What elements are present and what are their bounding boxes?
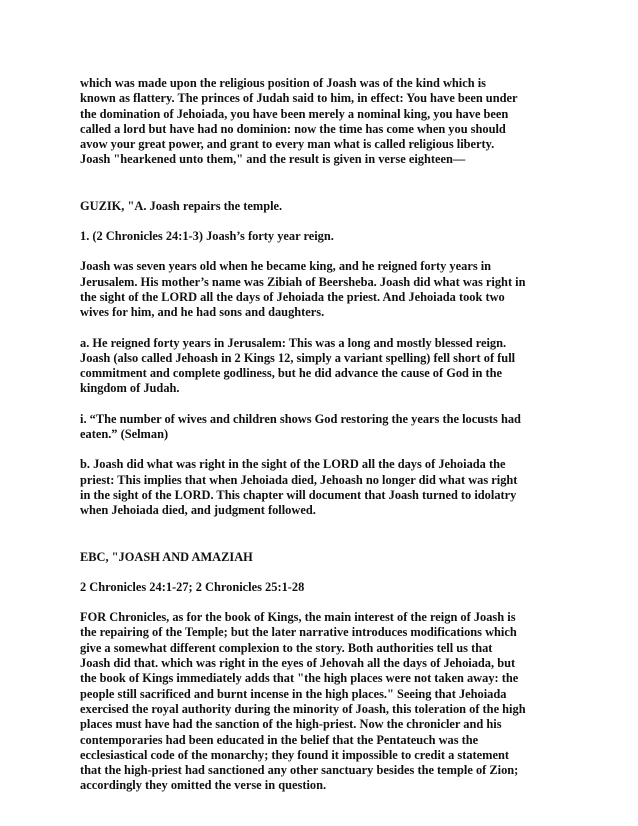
paragraph-scripture-quote [80, 259, 560, 320]
paragraph-point-a [80, 336, 560, 397]
text-line: commitment and complete godliness, but he did advance the cause of God in the [80, 366, 502, 381]
text-line: Joash "hearkened unto them," and the result is given in verse eighteen— [80, 152, 466, 167]
text-line: FOR Chronicles, as for the book of Kings, the main interest of the reign of Joash is [80, 610, 516, 625]
text-line: kingdom of Judah. [80, 381, 180, 396]
text-line: accordingly they omitted the verse in question. [80, 778, 327, 793]
paragraph-spacer [80, 595, 560, 610]
paragraph-spacer [80, 565, 560, 580]
text-line: contemporaries had been educated in the belief that the Pentateuch was the [80, 732, 479, 747]
text-line: Joash (also called Jehoash in 2 Kings 12, simply a variant spelling) fell short of full [80, 350, 516, 365]
paragraph-point-i [80, 412, 560, 443]
text-line: Joash did that. which was right in the eyes of Jehovah all the days of Jehoiada, but [80, 656, 516, 671]
text-line: EBC, "JOASH AND AMAZIAH [80, 549, 253, 564]
section-heading-ebc [80, 550, 560, 565]
text-line: i. “The number of wives and children shows God restoring the years the locusts had [80, 411, 521, 426]
paragraph-commentary [80, 610, 560, 794]
text-line: ecclesiastical code of the monarchy; they found it impossible to credit a statement [80, 747, 510, 762]
subheading-forty-year-reign [80, 229, 560, 244]
subheading-scripture-reference [80, 580, 560, 595]
text-line: people still sacrificed and burnt incense in the high places." Seeing that Jehoiada [80, 686, 507, 701]
text-line: in the sight of the LORD. This chapter will document that Joash turned to idolatry [80, 487, 517, 502]
paragraph-spacer [80, 397, 560, 412]
text-line: avow your great power, and grant to every man what is called religious liberty. [80, 137, 495, 152]
paragraph-spacer [80, 442, 560, 457]
text-line: exercised the royal authority during the minority of Joash, this toleration of the high [80, 701, 526, 716]
text-line: called a lord but have had no dominion: now the time has come when you should [80, 121, 506, 136]
text-line: when Jehoiada died, and judgment followed. [80, 503, 316, 518]
text-line: Joash was seven years old when he became king, and he reigned forty years in [80, 259, 492, 274]
text-line: wives for him, and he had sons and daughters. [80, 305, 325, 320]
section-heading-guzik [80, 199, 560, 214]
document-body [80, 76, 560, 794]
text-line: that the high-priest had sanctioned any other sanctuary besides the temple of Zion; [80, 763, 519, 778]
text-line: eaten.” (Selman) [80, 427, 169, 442]
paragraph-spacer [80, 244, 560, 259]
text-line: priest: This implies that when Jehoiada died, Jehoash no longer did what was right [80, 472, 518, 487]
paragraph-point-b [80, 457, 560, 518]
text-line: Jerusalem. His mother’s name was Zibiah of Beersheba. Joash did what was right in [80, 274, 526, 289]
text-line: known as flattery. The princes of Judah said to him, in effect: You have been under [80, 91, 518, 106]
text-line: 2 Chronicles 24:1-27; 2 Chronicles 25:1-28 [80, 579, 305, 594]
text-line: GUZIK, "A. Joash repairs the temple. [80, 198, 283, 213]
paragraph-spacer [80, 321, 560, 336]
text-line: places must have had the sanction of the high-priest. Now the chronicler and his [80, 717, 502, 732]
section-spacer [80, 168, 560, 199]
text-line: the sight of the LORD all the days of Jehoiada the priest. And Jehoiada took two [80, 289, 505, 304]
section-spacer [80, 519, 560, 550]
text-line: give a somewhat different complexion to the story. Both authorities tell us that [80, 640, 493, 655]
text-line: the book of Kings immediately adds that "the high places were not taken away: the [80, 671, 519, 686]
paragraph-flattery [80, 76, 560, 168]
text-line: which was made upon the religious position of Joash was of the kind which is [80, 76, 486, 90]
text-line: a. He reigned forty years in Jerusalem: This was a long and mostly blessed reign. [80, 335, 507, 350]
paragraph-spacer [80, 214, 560, 229]
text-line: the repairing of the Temple; but the later narrative introduces modifications which [80, 625, 517, 640]
text-line: b. Joash did what was right in the sight of the LORD all the days of Jehoiada the [80, 457, 506, 472]
text-line: the domination of Jehoiada, you have been merely a nominal king, you have been [80, 106, 509, 121]
text-line: 1. (2 Chronicles 24:1-3) Joash’s forty year reign. [80, 229, 334, 244]
